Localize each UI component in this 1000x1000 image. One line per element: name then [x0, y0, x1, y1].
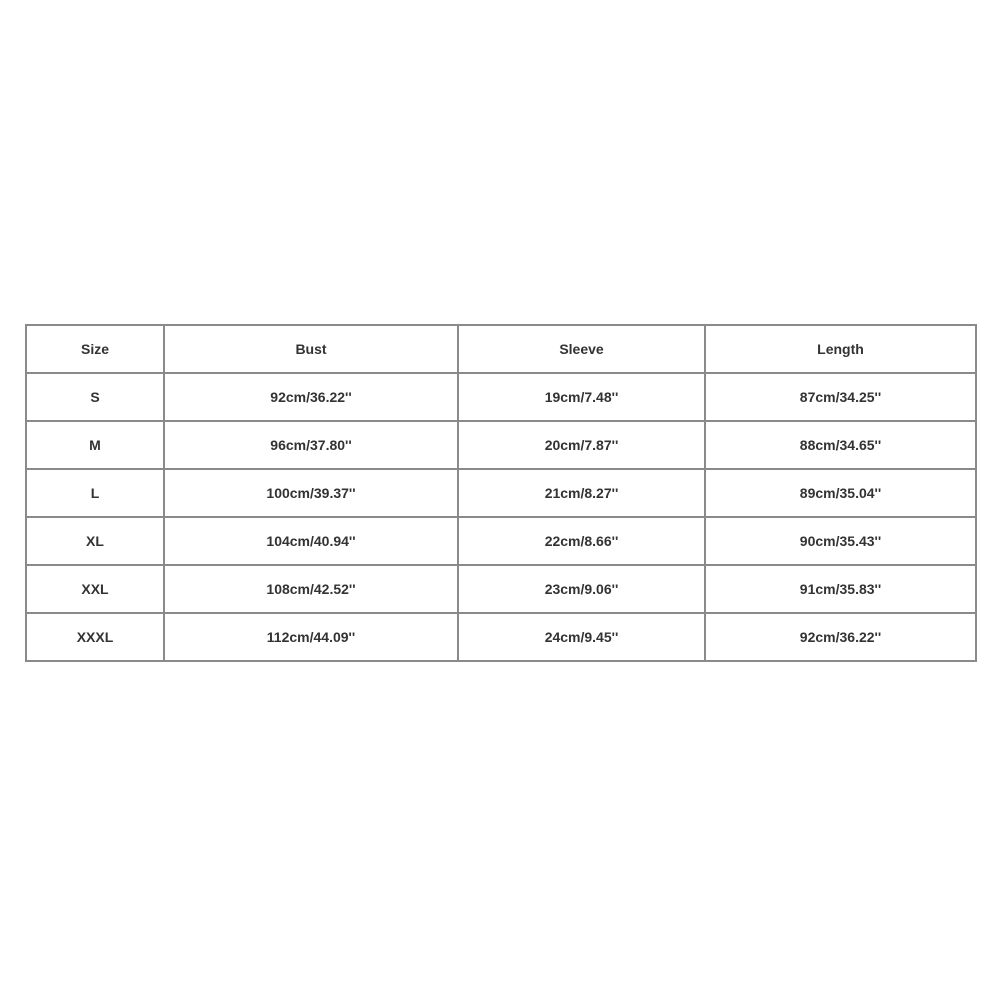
length-cell: 92cm/36.22'' [705, 613, 976, 661]
bust-cell: 112cm/44.09'' [164, 613, 458, 661]
table-header-row [26, 325, 976, 373]
length-cell: 87cm/34.25'' [705, 373, 976, 421]
length-cell: 90cm/35.43'' [705, 517, 976, 565]
header-cell-length: Length [705, 325, 976, 373]
table-row [26, 517, 976, 565]
header-cell-sleeve: Sleeve [458, 325, 705, 373]
table-row [26, 469, 976, 517]
bust-cell: 96cm/37.80'' [164, 421, 458, 469]
sleeve-cell: 19cm/7.48'' [458, 373, 705, 421]
size-cell: XXL [26, 565, 164, 613]
size-chart-table [25, 324, 977, 662]
bust-cell: 100cm/39.37'' [164, 469, 458, 517]
table-row [26, 613, 976, 661]
size-cell: M [26, 421, 164, 469]
size-cell: L [26, 469, 164, 517]
sleeve-cell: 20cm/7.87'' [458, 421, 705, 469]
size-cell: S [26, 373, 164, 421]
table-row [26, 421, 976, 469]
sleeve-cell: 24cm/9.45'' [458, 613, 705, 661]
length-cell: 88cm/34.65'' [705, 421, 976, 469]
table-row [26, 565, 976, 613]
size-cell: XXXL [26, 613, 164, 661]
table-row [26, 373, 976, 421]
size-cell: XL [26, 517, 164, 565]
bust-cell: 104cm/40.94'' [164, 517, 458, 565]
length-cell: 89cm/35.04'' [705, 469, 976, 517]
header-cell-bust: Bust [164, 325, 458, 373]
length-cell: 91cm/35.83'' [705, 565, 976, 613]
sleeve-cell: 22cm/8.66'' [458, 517, 705, 565]
sleeve-cell: 23cm/9.06'' [458, 565, 705, 613]
bust-cell: 92cm/36.22'' [164, 373, 458, 421]
header-cell-size: Size [26, 325, 164, 373]
bust-cell: 108cm/42.52'' [164, 565, 458, 613]
sleeve-cell: 21cm/8.27'' [458, 469, 705, 517]
